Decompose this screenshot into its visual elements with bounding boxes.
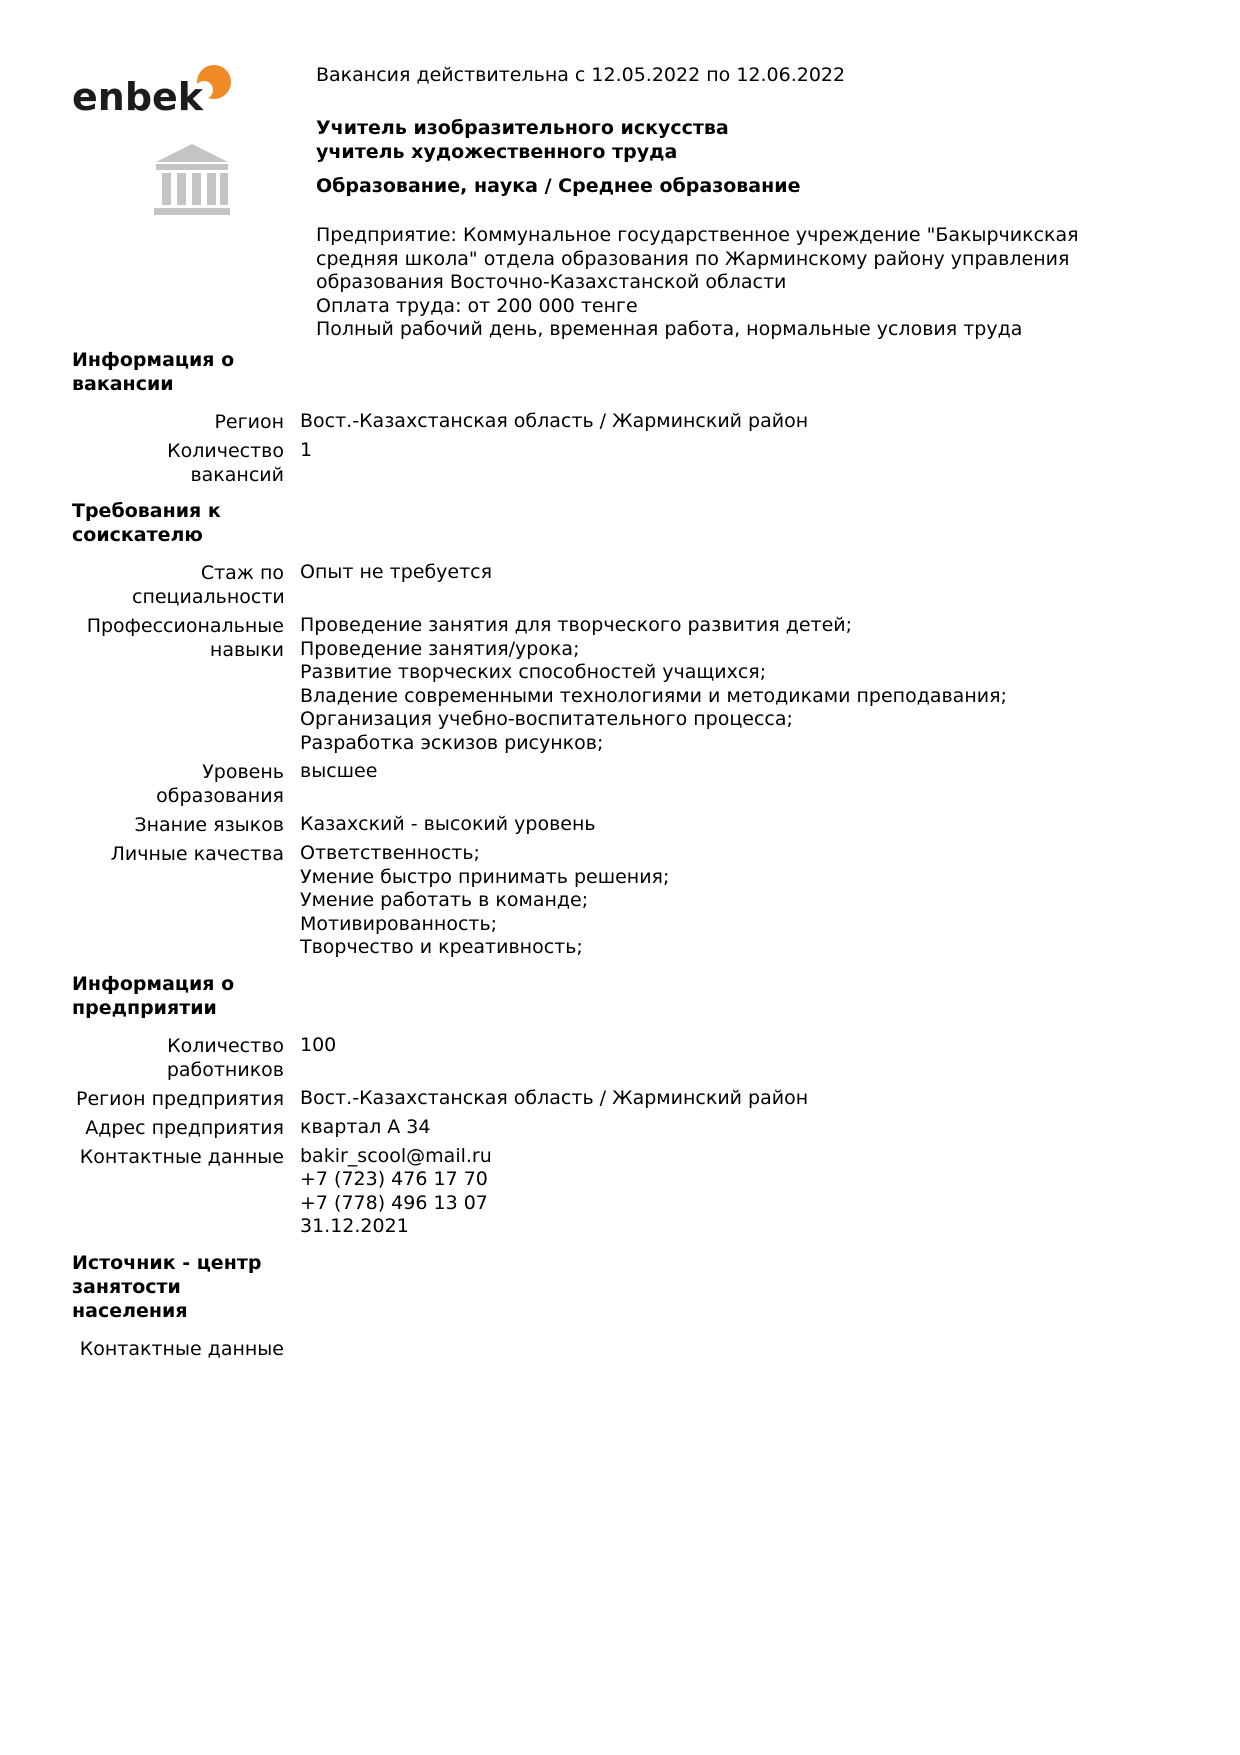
value-line: квартал А 34 [300,1115,431,1138]
company-summary [316,224,1196,342]
salary-line: Оплата труда: от 200 000 тенге [316,294,638,317]
contact-phone: +7 (723) 476 17 70 [300,1168,488,1190]
vacancy-sections [72,348,1172,1366]
row-value [300,1145,1172,1239]
logo-wordmark: enbek [72,75,204,119]
contact-phone: +7 (778) 496 13 07 [300,1191,488,1214]
value-line: 1 [300,439,313,461]
government-building-icon [152,142,232,218]
info-row [72,1116,1172,1140]
info-row [72,410,1172,434]
vacancy-header [316,60,1196,342]
schedule-line: Полный рабочий день, временная работа, нормальные условия труда [316,318,1023,340]
company-line: образования Восточно-Казахстанской области [316,271,787,293]
row-label: Личные качества [110,843,284,865]
info-row [72,1034,1172,1082]
row-value [300,813,1172,837]
row-label: Профессиональные навыки [86,615,284,661]
value-line: Умение быстро принимать решения; [300,865,670,888]
row-label: Регион предприятия [76,1087,284,1110]
row-value [300,439,1172,463]
validity-period: Вакансия действительна с 12.05.2022 по 12.06.2022 [316,64,846,86]
value-line: Вост.-Казахстанская область / Жарминский район [300,410,809,432]
contact-email[interactable]: bakir_scool@mail.ru [300,1144,492,1167]
row-label: Адрес предприятия [85,1116,284,1139]
info-row [72,1087,1172,1111]
company-line: средняя школа" отдела образования по Жарминскому району управления [316,247,1070,270]
value-line: Умение работать в команде; [300,889,589,911]
value-line: Опыт не требуется [300,561,493,583]
vacancy-title-line: Учитель изобразительного искусства [316,117,729,139]
row-value [300,1034,1172,1058]
info-row [72,813,1172,837]
info-row [72,1337,1172,1361]
company-line: Предприятие: Коммунальное государственное учреждение "Бакырчикская [316,224,1079,246]
value-line: Казахский - высокий уровень [300,813,596,835]
row-value [300,760,1172,784]
section-title-company-info: Информация о предприятии [72,972,235,1019]
row-label: Стаж по специальности [132,562,285,608]
value-line: высшее [300,760,378,782]
row-label: Регион [214,411,284,433]
vacancy-title [316,116,1196,164]
value-line: Проведение занятия/урока; [300,637,580,660]
value-line: Ответственность; [300,842,480,864]
vacancy-title-line: учитель художественного труда [316,141,678,163]
info-row [72,439,1172,487]
row-value [300,842,1172,960]
value-line: Вост.-Казахстанская область / Жарминский район [300,1086,809,1109]
section-title-vacancy-info: Информация о вакансии [72,349,235,395]
value-line: Мотивированность; [300,912,498,935]
info-row [72,561,1172,609]
row-label: Уровень образования [156,761,284,807]
value-line: Проведение занятия для творческого развития детей; [300,614,853,636]
value-line: Владение современными технологиями и методиками преподавания; [300,684,1007,707]
contact-date: 31.12.2021 [300,1215,409,1237]
info-row [72,842,1172,960]
section-title-requirements: Требования к соискателю [72,500,221,546]
row-value [300,410,1172,434]
value-line: Разработка эскизов рисунков; [300,731,604,754]
value-line: Развитие творческих способностей учащихся; [300,661,767,683]
info-row [72,1145,1172,1239]
row-label: Количество работников [166,1034,284,1081]
info-row [72,760,1172,808]
row-value [300,614,1172,755]
row-label: Количество вакансий [167,440,284,486]
row-value [300,1116,1172,1140]
value-line: Организация учебно-воспитательного процесса; [300,708,793,730]
row-label: Контактные данные [79,1145,284,1168]
enbek-logo [72,60,232,120]
vacancy-category: Образование, наука / Среднее образование [316,175,801,197]
info-row [72,614,1172,755]
row-value [300,561,1172,585]
section-title-source: Источник - центр занятости населения [72,1251,262,1322]
row-label: Контактные данные [79,1337,284,1360]
value-line: Творчество и креативность; [300,936,583,958]
row-label: Знание языков [134,814,284,836]
value-line: 100 [300,1033,337,1056]
row-value [300,1087,1172,1111]
